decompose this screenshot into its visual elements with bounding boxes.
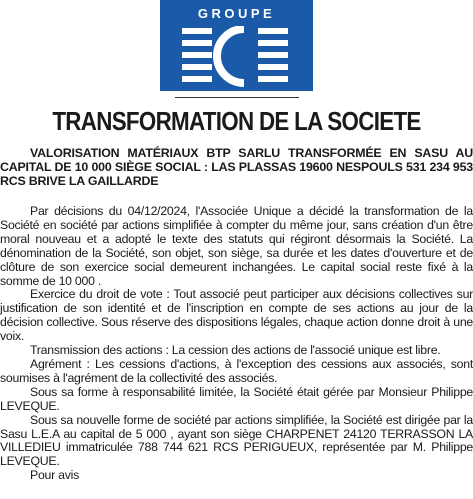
- title-divider: [175, 97, 299, 98]
- paragraph-closing: Pour avis: [30, 468, 80, 483]
- paragraph-share-transfer: Transmission des actions : La cession des actions de l'associé unique est libre.: [30, 343, 441, 358]
- logo-wordmark: GROUPE: [197, 6, 276, 21]
- paragraph-decision: Par décisions du 04/12/2024, l'Associée Unique a décidé la transformation de la Société en société par actions simplifiée à compter du même jour, sans création d'un être moral nouveau et a adopté le texte des statuts qui régiront désormais la Société. La dénomination de la Société, son objet, son siège, sa durée et les dates d'ouverture et de clôture de son exercice social demeurent inchangées. Le capital social reste fixé à la somme de 10 000 .: [0, 204, 473, 288]
- groupe-logo: [160, 0, 313, 91]
- paragraph-new-management: Sous sa nouvelle forme de société par actions simplifiée, la Société est dirigée par la Sasu L.E.A au capital de 5 000 , ayant son siège CHARPENET 24120 TERRASSON LA VILLEDIEU immatriculée 788 744 621 RCS PERIGUEUX, représentée par M. Philippe LEVEQUE.: [0, 412, 473, 469]
- ece-logo-icon: [182, 26, 292, 88]
- paragraph-voting-rights: Exercice du droit de vote : Tout associé peut participer aux décisions collectives sur justification de son identité et de l'inscription en compte de ses actions au jour de la décision collective. Sous réserve des dispositions légales, chaque action donne droit à une voix.: [0, 287, 473, 344]
- paragraph-approval: Agrément : Les cessions d'actions, à l'exception des cessions aux associés, sont soumises à l'agrément de la collectivité des associés.: [0, 356, 473, 385]
- paragraph-former-management: Sous sa forme à responsabilité limitée, la Société était gérée par Monsieur Philippe LEVEQUE.: [0, 384, 473, 413]
- notice-body: [0, 205, 473, 483]
- page-title: TRANSFORMATION DE LA SOCIETE: [52, 106, 421, 136]
- company-header: VALORISATION MATÉRIAUX BTP SARLU TRANSFORMÉE EN SASU AU CAPITAL DE 10 000 SIÈGE SOCIAL : LAS PLASSAS 19600 NESPOULS 531 234 953 RCS BRIVE LA GAILLARDE: [0, 146, 473, 189]
